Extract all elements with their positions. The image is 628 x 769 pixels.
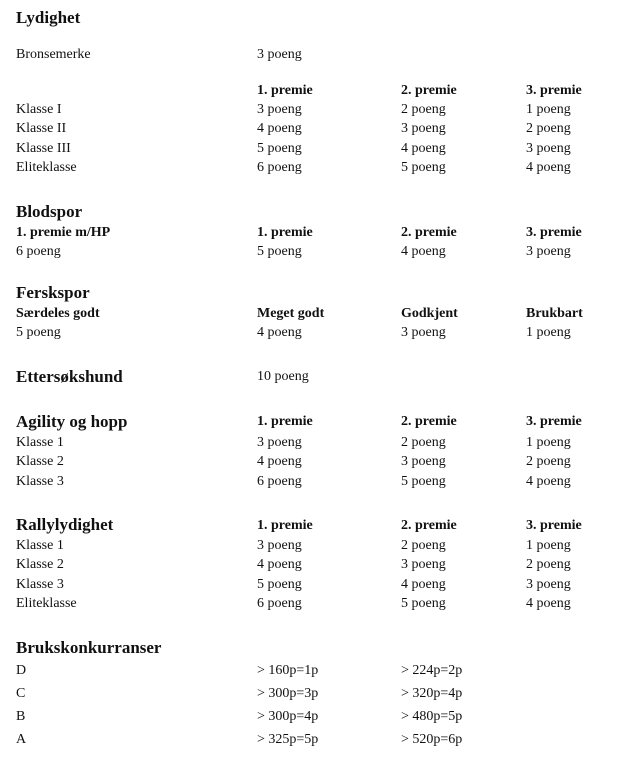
section-title-brukskonkurranser: Brukskonkurranser [16,638,162,657]
column-header: Særdeles godt [16,306,100,321]
row-label: Eliteklasse [16,160,77,175]
column-header: 2. premie [401,414,457,429]
table-cell: 4 poeng [401,244,446,259]
table-cell: > 480p=5p [401,709,463,724]
section-title-agility: Agility og hopp [16,412,128,431]
table-cell: 4 poeng [401,141,446,156]
row-label: Klasse 3 [16,577,64,592]
table-cell: > 300p=4p [257,709,319,724]
row-label: B [16,709,26,724]
column-header: Brukbart [526,306,583,321]
row-label: Eliteklasse [16,596,77,611]
table-cell: 4 poeng [257,121,302,136]
row-label: Klasse III [16,141,71,156]
ettersokshund-value: 10 poeng [257,369,309,384]
table-cell: 1 poeng [526,538,571,553]
table-cell: 6 poeng [257,474,302,489]
column-header: 3. premie [526,414,582,429]
column-header: Meget godt [257,306,325,321]
table-cell: 4 poeng [401,577,446,592]
row-label: Klasse I [16,102,62,117]
table-cell: 3 poeng [257,102,302,117]
column-header: 1. premie [257,83,313,98]
column-header: 3. premie [526,83,582,98]
table-cell: 3 poeng [526,141,571,156]
row-label: Klasse 2 [16,557,64,572]
column-header: 2. premie [401,83,457,98]
section-title-rallylydighet: Rallylydighet [16,515,114,534]
table-cell: 3 poeng [526,577,571,592]
column-header: 1. premie [257,518,313,533]
table-cell: > 224p=2p [401,663,463,678]
table-cell: 3 poeng [257,538,302,553]
table-cell: 2 poeng [401,435,446,450]
table-cell: > 320p=4p [401,686,463,701]
table-cell: 6 poeng [257,596,302,611]
column-header: 1. premie [257,225,313,240]
table-cell: > 520p=6p [401,732,463,747]
table-cell: 3 poeng [401,121,446,136]
column-header: 1. premie [257,414,313,429]
table-cell: 6 poeng [16,244,61,259]
column-header: 2. premie [401,225,457,240]
table-cell: > 160p=1p [257,663,319,678]
table-cell: 2 poeng [526,454,571,469]
table-cell: 3 poeng [526,244,571,259]
table-cell: 2 poeng [401,538,446,553]
table-cell: 2 poeng [526,121,571,136]
table-cell: 4 poeng [257,557,302,572]
row-label: Klasse 3 [16,474,64,489]
table-cell: 5 poeng [257,577,302,592]
column-header: Godkjent [401,306,458,321]
bronze-label: Bronsemerke [16,47,91,62]
table-cell: 1 poeng [526,102,571,117]
column-header: 3. premie [526,518,582,533]
section-title-ferskspor: Ferskspor [16,283,90,302]
table-cell: 2 poeng [401,102,446,117]
table-cell: 4 poeng [526,596,571,611]
column-header: 2. premie [401,518,457,533]
row-label: Klasse II [16,121,67,136]
table-cell: 6 poeng [257,160,302,175]
table-cell: 4 poeng [257,325,302,340]
table-cell: 5 poeng [257,141,302,156]
section-title-blodspor: Blodspor [16,202,83,221]
table-cell: 5 poeng [16,325,61,340]
table-cell: 5 poeng [401,160,446,175]
table-cell: > 325p=5p [257,732,319,747]
row-label: Klasse 2 [16,454,64,469]
bronze-value: 3 poeng [257,47,302,62]
table-cell: 1 poeng [526,325,571,340]
table-cell: 4 poeng [257,454,302,469]
table-cell: 2 poeng [526,557,571,572]
table-cell: 5 poeng [257,244,302,259]
table-cell: 4 poeng [526,160,571,175]
row-label: Klasse 1 [16,435,64,450]
section-title-ettersokshund: Ettersøkshund [16,367,123,386]
table-cell: 4 poeng [526,474,571,489]
table-cell: 5 poeng [401,596,446,611]
table-cell: 3 poeng [401,454,446,469]
table-cell: 3 poeng [401,325,446,340]
row-label: Klasse 1 [16,538,64,553]
row-label: A [16,732,27,747]
row-label: D [16,663,27,678]
column-header: 3. premie [526,225,582,240]
table-cell: 3 poeng [401,557,446,572]
table-cell: 5 poeng [401,474,446,489]
column-header: 1. premie m/HP [16,225,111,240]
table-cell: 1 poeng [526,435,571,450]
section-title-lydighet: Lydighet [16,8,81,27]
row-label: C [16,686,26,701]
table-cell: 3 poeng [257,435,302,450]
table-cell: > 300p=3p [257,686,319,701]
